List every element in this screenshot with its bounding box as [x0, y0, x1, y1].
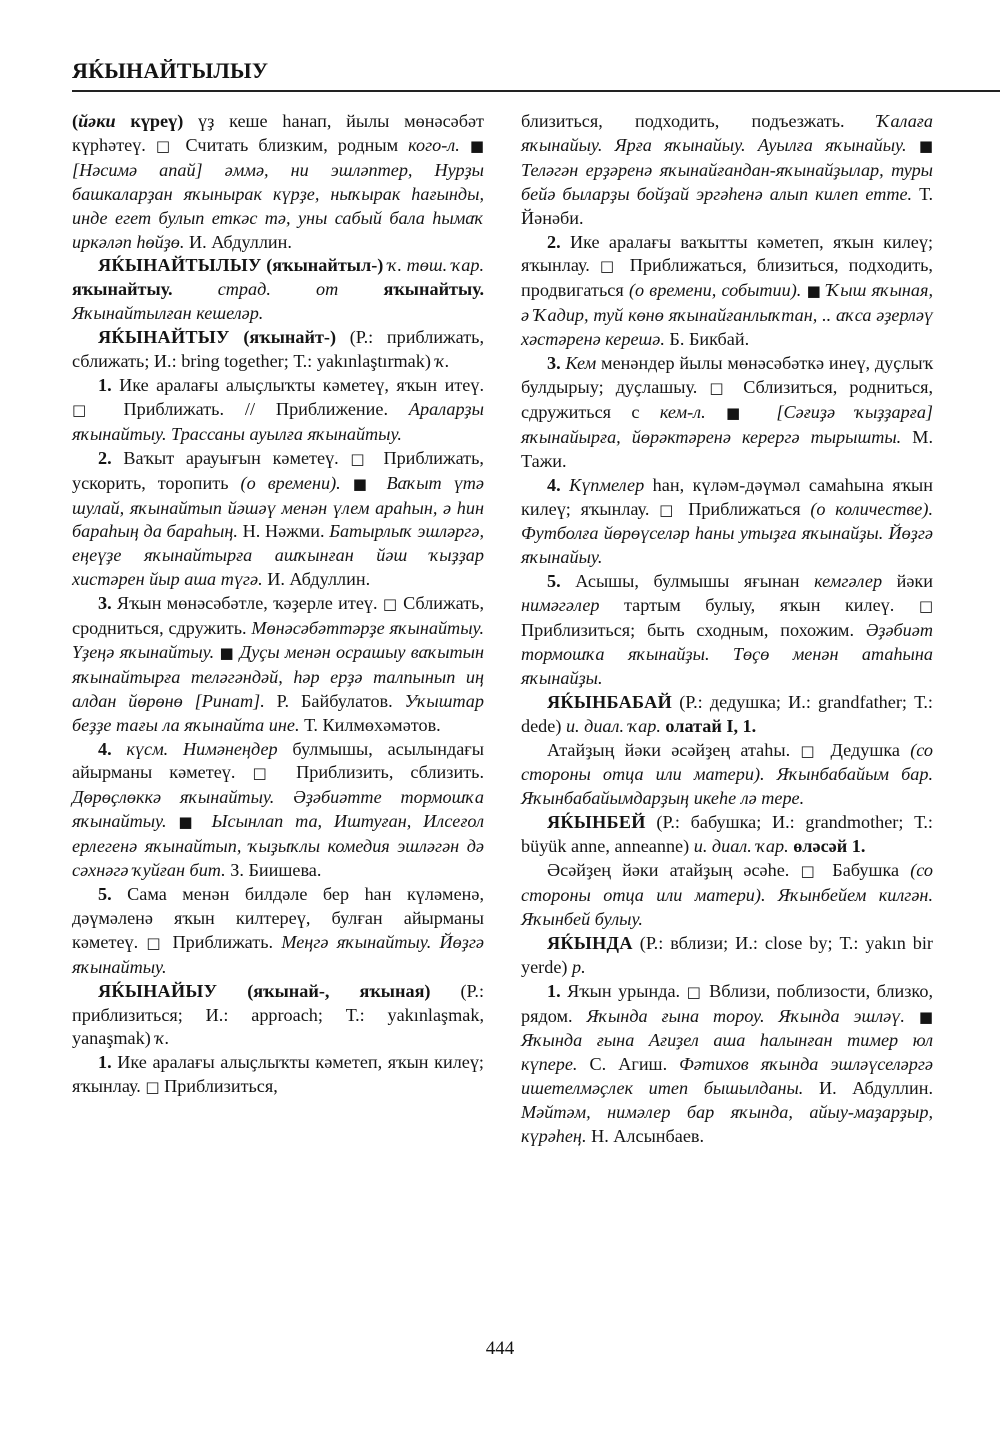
entry-text: [Сәғиҙә ҡыҙҙарға] яҡынайырға, йөрәктәренә керергә тырышты.: [521, 401, 933, 447]
entry-text: страд. от: [217, 279, 339, 300]
entry-text: Приблизить, сблизить.: [279, 762, 484, 783]
entry-text: йәки: [882, 571, 934, 592]
entry-text: Приближать. // Приближение.: [102, 398, 409, 419]
entry-sense: [72, 592, 484, 737]
entry-text: Р. Байбулатов.: [264, 690, 405, 711]
entry-text: (о времени, событии).: [628, 280, 802, 301]
entry-text: күреү): [115, 111, 184, 131]
entry-text: [706, 402, 726, 422]
translation-marker-icon: □: [709, 378, 732, 397]
entry-text: яҡынайтыу.: [72, 279, 173, 300]
entry-text: Мәйтәм, нимәлер бар яҡында, айыу-маҙарҙыр, күрәһең.: [521, 1102, 933, 1147]
entry-text: Считать близким, родным: [175, 134, 409, 155]
translation-marker-icon: □: [252, 764, 280, 783]
translation-marker-icon: □: [382, 595, 398, 614]
entry-text: Приближать.: [164, 931, 282, 952]
entry-text: 4.: [547, 474, 561, 495]
page-number: 444: [485, 1338, 515, 1359]
translation-marker-icon: □: [800, 741, 821, 760]
entry-text: Н. Алсынбаев.: [586, 1126, 705, 1147]
entry-text: и. диал. ҡар.: [565, 715, 661, 736]
entry-text: (о времени).: [240, 472, 341, 493]
entry-text: 3.: [547, 353, 561, 374]
entry-sense: [521, 739, 933, 812]
entry-text: тартым булыу, яҡын килеү.: [599, 595, 919, 616]
entry-text: [460, 135, 470, 155]
entry-text: [Нәсимә апай] әммә, ни эшләптер, Нурҙы башкаларҙан яҡынырак күрҙе, ныҡырак һағынды, инде егет булып еткәс тә, уны сабый бала һымаҡ иркәләп һөйҙө.: [72, 159, 484, 252]
entry-text: Меңгә яҡынайтыу. Йөҙгә яҡынайтыу.: [72, 931, 484, 977]
headword: ЯЌЫНБАБАЙ: [547, 691, 673, 712]
entry-text: и. диал. ҡар.: [693, 836, 789, 857]
running-head: ЯЌЫНАЙТЫЛЫУ: [72, 58, 269, 83]
entry-sense: [521, 570, 933, 691]
entry-text: (: [72, 111, 79, 131]
entry-text: Яҡында ғына Ағиҙел аша һалынған тимер юл күпере.: [521, 1030, 933, 1075]
dictionary-entry: [521, 811, 933, 859]
right-column: [521, 110, 933, 1149]
entry-sense: [521, 110, 933, 231]
entry-text: үҙ кеше һанап, йылы мөнәсәбәт күрһәтеү.: [72, 111, 484, 155]
entry-text: 5.: [98, 884, 112, 904]
translation-marker-icon: □: [146, 933, 165, 952]
dictionary-entry: [521, 691, 933, 739]
entry-text: (Р.: вблизи; И.: close by; Т.: yakın bir yerde): [521, 932, 933, 977]
example-marker-icon: ■: [469, 136, 484, 155]
entry-text: (со стороны отца или матери). Яҡынбейем килгән. Яҡынбей булыу.: [521, 860, 933, 929]
entry-text: күсм. Нимәнеңдер: [126, 738, 278, 759]
entry-text: р.: [572, 956, 586, 977]
entry-text: (о количестве). Футболға йөрөүселәр һаны утыҙға яҡынайҙы. Йөҙгә яҡынайыу.: [521, 498, 933, 568]
entry-text: [217, 981, 247, 1001]
example-marker-icon: ■: [918, 1007, 933, 1026]
entry-text: [561, 475, 570, 495]
entry-text: [905, 1006, 919, 1026]
entry-text: Т. Йәнәби.: [521, 183, 933, 228]
entry-text: Приблизиться,: [159, 1076, 278, 1097]
entry-text: [374, 473, 386, 493]
entry-text: И. Абдуллин.: [184, 231, 292, 252]
translation-marker-icon: □: [599, 257, 620, 276]
entry-text: [341, 473, 353, 493]
entry-text: [230, 327, 244, 347]
entry-text: Дедушка: [820, 739, 911, 760]
entry-text: Ваҡыт үтә шулай, яҡынайтып йәшәү менән үлем араһын, ә һин бараһың да бараһың.: [72, 472, 485, 542]
entry-text: Ике аралағы ваҡытты кәметеп, яҡын килеү; яҡынлау.: [521, 231, 933, 276]
entry-text: М. Тажи.: [521, 426, 933, 471]
entry-text: Приближаться: [678, 498, 811, 519]
entry-text: [167, 811, 179, 831]
example-marker-icon: ■: [726, 403, 757, 422]
translation-marker-icon: □: [686, 982, 703, 1001]
example-marker-icon: ■: [219, 643, 235, 662]
left-column: [72, 110, 484, 1100]
entry-text: менәндер йылы мөнәсәбәткә инеү, дуҫлыҡ булдырыу; дуҫлашыу.: [521, 353, 933, 397]
entry-text: һан, күләм-дәүмәл самаһына яҡын килеү; яҡынлау.: [521, 474, 934, 519]
entry-text: С. Агиш.: [577, 1054, 680, 1075]
translation-marker-icon: □: [155, 136, 176, 155]
headword: ЯЌЫНДА: [547, 932, 633, 953]
entry-text: 2.: [98, 447, 112, 468]
entry-sense: [521, 231, 933, 353]
entry-text: З. Биишева.: [225, 860, 322, 881]
entry-sense: [72, 738, 484, 883]
entry-text: (яҡынай-, яҡыная): [247, 980, 431, 1001]
example-marker-icon: ■: [178, 813, 200, 832]
entry-text: Мөнәсәбәттәрҙе яҡынайтыу. Үҙеңә яҡынайтыу.: [72, 618, 484, 662]
entry-text: Т. Килмөхәмәтов.: [299, 714, 441, 735]
entry-text: Дуҫы менән осрашыу ваҡытын яҡынайтырға теләгәндәй, һәр ерҙә талпынып иң алдан йөрөнө [Ринат].: [72, 641, 484, 711]
entry-sense: [72, 1051, 484, 1100]
example-marker-icon: ■: [806, 282, 822, 301]
entry-text: Приближаться, близиться, подходить, продвигаться: [521, 255, 933, 301]
entry-sense: [521, 474, 933, 571]
entry-text: олатай I, 1.: [665, 715, 757, 736]
entry-text: Бабушка: [821, 860, 911, 881]
entry-text: 1.: [547, 980, 561, 1001]
entry-text: 3.: [98, 593, 112, 614]
entry-sense: [521, 980, 933, 1149]
dictionary-entry: [521, 932, 933, 980]
entry-text: 4.: [98, 738, 112, 759]
entry-text: (яҡынайт-): [243, 327, 337, 348]
entry-text: ҡ. төш. ҡар.: [387, 255, 485, 276]
headword: ЯЌЫНБЕЙ: [547, 812, 646, 833]
entry-text: (Р.: дедушка; И.: grandfather; Т.: dede): [521, 691, 933, 736]
example-marker-icon: ■: [918, 136, 934, 155]
entry-text: (Р.: бабушка; И.: grandmother; Т.: büyük anne, anneanne): [521, 812, 933, 857]
entry-text: кемгәлер: [814, 571, 883, 592]
entry-text: [907, 135, 919, 155]
entry-text: 1.: [98, 374, 112, 395]
translation-marker-icon: □: [800, 862, 822, 881]
entry-text: И. Абдуллин.: [262, 569, 371, 590]
translation-marker-icon: □: [145, 1078, 160, 1097]
entry-text: Кем: [565, 353, 597, 374]
entry-text: ҡ.: [435, 351, 450, 372]
example-marker-icon: ■: [352, 474, 375, 493]
entry-text: 2.: [547, 231, 561, 252]
entry-text: (яҡынайтыл-): [266, 255, 384, 276]
entry-text: Асышы, булмышы яғынан: [560, 571, 815, 592]
entry-text: (Р.: приближать, сближать; И.: bring together; Т.: yakınlaştırmak): [72, 327, 485, 372]
entry-sense: [72, 883, 484, 980]
dictionary-entry: [72, 980, 484, 1052]
entry-text: Н. Нәжми.: [237, 521, 330, 542]
entry-text: 1.: [98, 1052, 112, 1073]
entry-text: Яҡын урында.: [560, 980, 687, 1001]
entry-text: йәки: [78, 111, 116, 131]
entry-text: И. Абдуллин.: [803, 1078, 934, 1099]
translation-marker-icon: □: [350, 449, 372, 468]
entry-text: Әҙәбиәт тормошҡа яҡынайҙы. Төҫө менән атаһына яҡынайҙы.: [521, 620, 933, 688]
entry-sense: [72, 110, 484, 254]
entry-text: Приближать, ускорить, торопить: [72, 447, 484, 493]
entry-text: Б. Бикбай.: [664, 329, 750, 350]
translation-marker-icon: □: [72, 400, 103, 419]
entry-text: Дөрөҫлөккә яҡынайтыу. Әҙәбиәтте тормошҡа яҡынайтыу.: [72, 787, 484, 832]
entry-text: близиться, подходить, подъезжать.: [521, 111, 877, 131]
entry-text: яҡынайтыу.: [383, 279, 485, 300]
translation-marker-icon: □: [659, 500, 679, 519]
headword: ЯЌЫНАЙТЫЛЫУ: [98, 255, 262, 276]
entry-text: өләсәй 1.: [793, 836, 866, 857]
entry-text: Араларҙы яҡынайтыу. Трассаны ауылға яҡынайтыу.: [72, 398, 484, 444]
entry-text: [338, 279, 383, 299]
entry-text: Сближать, сродниться, сдружить.: [72, 593, 484, 639]
entry-text: Күпмелер: [569, 474, 645, 495]
entry-text: [200, 811, 212, 831]
translation-marker-icon: □: [918, 597, 933, 616]
entry-text: Ике аралағы алыҫлыҡты кәметеү, яҡын итеү.: [111, 374, 484, 395]
entry-sense: [521, 352, 933, 474]
entry-text: Батырлыҡ эшләргә, еңеүҙе яҡынайтырға ашҡынған йәш ҡыҙҙар хистәрен йыр аша түгә.: [72, 521, 484, 590]
entry-text: Сблизиться, родниться, сдружиться с: [521, 376, 933, 422]
entry-sense: [72, 447, 484, 592]
entry-text: [112, 739, 127, 759]
entry-text: Фәтихов яҡында эшләүселәргә ишетелмәҫлек итеп бышылданы.: [521, 1054, 934, 1099]
entry-text: (Р.: приблизиться; И.: approach; Т.: yakınlaşmak, yanaşmak): [72, 980, 484, 1049]
entry-text: кого-л.: [408, 134, 460, 155]
entry-text: Ысынлап та, Иштуған, Илсеғол ерлегенә яҡынайтып, ҡыҙыҡлы комедия эшләгән дә сәхнәгә ҡуйған бит.: [72, 811, 485, 881]
entry-text: булмышы, асылындағы айырманы кәметеү.: [72, 738, 484, 783]
entry-sense: [521, 859, 933, 932]
dictionary-entry: [72, 254, 484, 326]
entry-text: Яҡында ғына тороу. Яҡында эшләү.: [586, 1005, 905, 1026]
headword: ЯЌЫНАЙЫУ: [98, 980, 218, 1001]
entry-text: (со стороны отца или матери). Яҡынбабайым бар. Яҡынбабайымдарҙың икеһе лә тере.: [521, 739, 933, 809]
dictionary-entry: [72, 326, 484, 374]
entry-text: Яҡынайтылған кешеләр.: [72, 303, 264, 324]
entry-text: Теләгән ерҙәренә яҡынайғандан-яҡынайҙылар, туры бейә быларҙы бойҙай эргәһенә алып килеп етте.: [521, 159, 933, 204]
entry-text: Ҡалаға яҡынайыу. Ярға яҡынайыу. Ауылға яҡынайыу.: [521, 111, 933, 155]
header-rule: [72, 90, 1000, 92]
entry-text: Ваҡыт арауығын кәметеү.: [111, 447, 351, 468]
entry-text: Ҡыш яҡыная, ә Ҡадир, туй көнө яҡынайғанлыҡтан, .. аҡса әҙерләү хәстәренә керешә.: [521, 280, 933, 350]
entry-text: Әсәйҙең йәки атайҙың әсәһе.: [547, 860, 801, 881]
entry-text: 5.: [547, 571, 561, 592]
entry-text: Ике аралағы алыҫлыҡты кәметеп, яҡын килеү; яҡынлау.: [72, 1052, 484, 1097]
headword: ЯЌЫНАЙТЫУ: [98, 327, 230, 348]
entry-text: [173, 279, 218, 299]
entry-text: нимәгәлер: [521, 595, 600, 616]
entry-text: кем-л.: [659, 401, 706, 422]
entry-text: [756, 402, 776, 422]
entry-sense: [72, 374, 484, 447]
entry-text: ҡ.: [155, 1028, 170, 1049]
entry-text: Уҡыштар беҙҙе тағы ла яҡынайта ине.: [72, 690, 484, 735]
entry-text: Атайҙың йәки әсәйҙең атаһы.: [547, 739, 801, 760]
entry-text: Яҡын мөнәсәбәтле, ҡәҙерле итеү.: [111, 593, 383, 614]
entry-text: Приблизиться; быть сходным, похожим.: [521, 620, 866, 641]
entry-text: Сама менән билдәле бер һан күләменә, дәүмәленә яҡын килтереү, булған айырманы кәметеү.: [72, 884, 484, 952]
entry-text: Вблизи, поблизости, близко, рядом.: [521, 980, 933, 1026]
